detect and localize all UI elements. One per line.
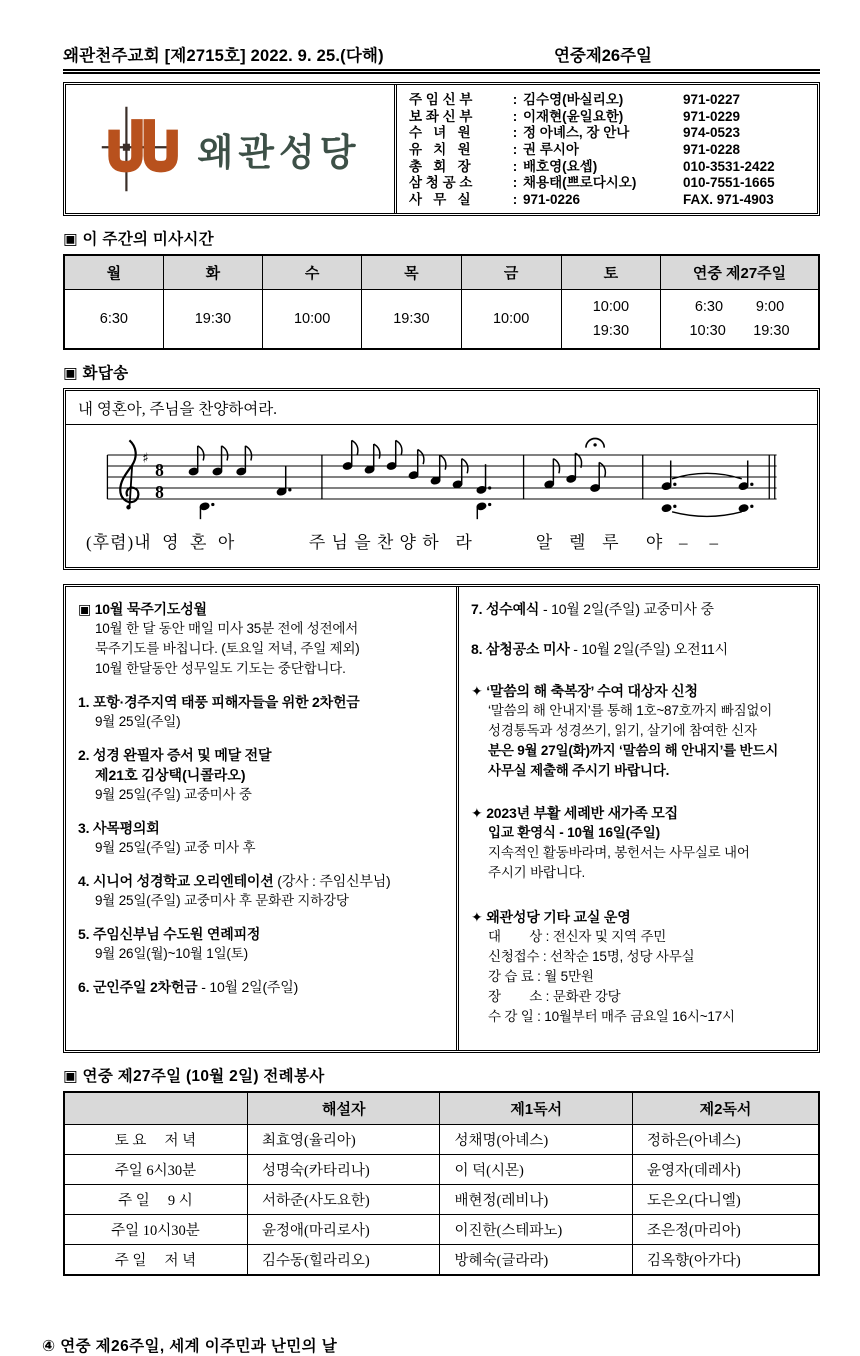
contact-label: 삼 청 공 소: [409, 175, 473, 191]
announcements-left-column: [66, 587, 459, 1050]
announcement-line: 신청접수 : 선착순 15명, 성당 사무실: [488, 949, 695, 964]
contact-colon: :: [512, 175, 518, 191]
announcement-line: 묵주기도를 바칩니다. (토요일 저녁, 주일 제외): [95, 641, 360, 656]
contact-name: 971-0226: [523, 191, 581, 207]
music-notes: [188, 439, 753, 520]
contact-row: [409, 92, 809, 108]
announcement-line: 입교 환영식 - 10월 16일(주일): [488, 825, 660, 840]
fermata-icon: [586, 439, 604, 448]
servers-header-reader1: 제1독서: [440, 1092, 633, 1125]
tie-arc: [672, 473, 742, 479]
contact-name: 채용태(쁘로다시오): [523, 175, 637, 191]
announcement-item: [471, 681, 811, 781]
contact-colon: :: [512, 158, 518, 174]
reader2-name: 김옥향(아가다): [632, 1245, 819, 1276]
contact-row: [409, 192, 809, 208]
servers-row: [64, 1185, 819, 1215]
contact-label: 주 임 신 부: [409, 92, 473, 107]
announcement-item: [78, 599, 450, 679]
announcement-title: ▣ 10월 묵주기도성월: [78, 601, 207, 617]
commentator-name: 윤정애(마리로사): [247, 1215, 440, 1245]
announcement-line: 9월 25일(주일): [95, 714, 181, 729]
announcement-line: 9월 25일(주일) 교중미사 중: [95, 787, 252, 802]
mass-day-header: 금: [461, 255, 561, 290]
servers-table: [63, 1091, 820, 1276]
church-w-cross-logo-icon: [100, 105, 188, 193]
servers-row: [64, 1245, 819, 1276]
contact-phone: 974-0523: [683, 125, 741, 141]
mass-day-header: 월: [64, 255, 163, 290]
key-signature-sharp: ♯: [142, 450, 149, 467]
saturday-time: 10:00: [592, 299, 630, 315]
announcement-item: [78, 871, 450, 911]
bulletin-page: [42, 0, 820, 1356]
announcement-item: [78, 924, 450, 964]
announcement-title: 1. 포항·경주지역 태풍 피해자들을 위한 2차헌금: [78, 694, 360, 710]
mass-slot: 주 일 저 녁: [64, 1245, 247, 1276]
announcement-title: 5. 주임신부님 수도원 연례피정: [78, 926, 261, 942]
reader1-name: 성채명(아녜스): [440, 1125, 633, 1155]
contact-row: [409, 159, 809, 175]
announcement-title: [78, 871, 450, 891]
mass-time-cell: 10:00: [263, 290, 362, 350]
announcements-box: [63, 584, 820, 1053]
time-signature-top: 8: [155, 460, 164, 481]
document-header: [63, 42, 820, 74]
announcement-line: 10월 한달동안 성무일도 기도는 중단합니다.: [95, 661, 346, 676]
contact-list: [397, 85, 817, 213]
contact-label: 총 회 장: [409, 158, 471, 174]
announcement-line: 지속적인 활동바라며, 봉헌서는 사무실로 내어: [488, 845, 750, 860]
announcement-title: ✦ 2023년 부활 세례반 새가족 모집: [471, 805, 678, 821]
reader2-name: 윤영자(데레사): [632, 1155, 819, 1185]
announcement-title: ✦ 왜관성당 기타 교실 운영: [471, 909, 631, 925]
announcement-item: [78, 977, 450, 997]
mass-time-cell: 19:30: [362, 290, 461, 350]
sunday-time: 10:30: [689, 323, 726, 339]
sunday-time: 9:00: [755, 299, 785, 315]
commentator-name: 서하준(사도요한): [247, 1185, 440, 1215]
contact-colon: :: [512, 92, 518, 107]
saturday-time: 19:30: [592, 323, 630, 339]
announcement-line: 강 습 료 : 월 5만원: [488, 969, 594, 984]
contact-label: 유 치 원: [409, 141, 471, 157]
announcement-subtitle: 제21호 김상택(니콜라오): [95, 767, 246, 783]
mass-time-cell-saturday: [561, 290, 660, 350]
announcement-line: 장 소 : 문화관 강당: [488, 989, 621, 1004]
announcement-line: 9월 25일(주일) 교중미사 후 문화관 지하강당: [95, 893, 349, 908]
announcement-title: 3. 사목평의회: [78, 820, 160, 836]
announcement-line: 주시기 바랍니다.: [488, 865, 585, 880]
masthead-box: [63, 82, 820, 216]
contact-name: 권 루시아: [523, 141, 579, 157]
announcement-title: [471, 639, 811, 659]
logo-area: [66, 85, 397, 213]
contact-phone: 971-0227: [683, 92, 741, 107]
reader1-name: 방혜숙(글라라): [440, 1245, 633, 1276]
announcement-title-suffix: (강사 : 주임신부님): [273, 873, 391, 889]
contact-label: 보 좌 신 부: [409, 108, 473, 124]
servers-header-commentator: 해설자: [247, 1092, 440, 1125]
liturgical-week-title: 연중제26주일: [553, 47, 652, 65]
contact-phone: FAX. 971-4903: [683, 191, 774, 207]
reader1-name: 배현정(레비나): [440, 1185, 633, 1215]
psalm-lyrics: (후렴)내 영 혼 아 주 님 을 찬 양 하 라 알 렐 루 야 – –: [86, 533, 719, 552]
announcement-item: [78, 818, 450, 858]
mass-slot: 주일 10시30분: [64, 1215, 247, 1245]
contact-colon: :: [512, 125, 518, 141]
logo-text: 왜관성당: [197, 133, 361, 174]
contact-name: 배호영(요셉): [523, 158, 598, 174]
contact-colon: :: [512, 141, 518, 157]
mass-slot: 주일 6시30분: [64, 1155, 247, 1185]
announcement-item: [78, 745, 450, 805]
music-score: [66, 425, 817, 567]
mass-day-header: 토: [561, 255, 660, 290]
psalm-refrain-text: 내 영혼아, 주님을 찬양하여라.: [66, 391, 817, 425]
announcement-item: [471, 907, 811, 1027]
announcement-title-suffix: - 10월 2일(주일) 오전11시: [569, 641, 728, 657]
announcement-title: 2. 성경 완필자 증서 및 메달 전달: [78, 747, 272, 763]
announcement-title-text: 4. 시니어 성경학교 오리엔테이션: [78, 873, 274, 889]
servers-row: [64, 1125, 819, 1155]
music-staff: [72, 433, 812, 521]
mass-time-cell: 19:30: [163, 290, 262, 350]
mass-slot: 토 요 저 녁: [64, 1125, 247, 1155]
mass-day-header: 수: [263, 255, 362, 290]
contact-name: 이재현(윤일요한): [523, 108, 624, 124]
mass-times-row: [64, 290, 819, 350]
announcement-title: [471, 599, 811, 619]
announcement-line: 10월 한 달 동안 매일 미사 35분 전에 성전에서: [95, 621, 359, 636]
contact-colon: :: [512, 191, 518, 207]
announcement-line: 9월 26일(월)~10월 1일(토): [95, 946, 248, 961]
mass-header-row: [64, 255, 819, 290]
contact-row: [409, 175, 809, 191]
contact-row: [409, 109, 809, 125]
announcement-item: [471, 599, 811, 619]
servers-row: [64, 1155, 819, 1185]
mass-day-header: 화: [163, 255, 262, 290]
announcement-title-text: 8. 삼청공소 미사: [471, 641, 570, 657]
mass-day-header: 목: [362, 255, 461, 290]
tie-arc-low: [672, 512, 742, 517]
contact-phone: 971-0228: [683, 141, 741, 157]
announcement-line: 9월 25일(주일) 교중 미사 후: [95, 840, 256, 855]
announcement-title-suffix: - 10월 2일(주일): [197, 979, 299, 995]
announcement-title-text: 7. 성수예식: [471, 601, 540, 617]
announcement-item: [471, 639, 811, 659]
mass-day-header: 연중 제27주일: [661, 255, 820, 290]
contact-phone: 971-0229: [683, 108, 741, 124]
announcement-title: [78, 977, 450, 997]
contact-row: [409, 142, 809, 158]
servers-row: [64, 1215, 819, 1245]
servers-header-row: [64, 1092, 819, 1125]
mass-time-cell-sunday: [661, 290, 820, 350]
reader2-name: 정하은(아녜스): [632, 1125, 819, 1155]
reader1-name: 이진한(스테파노): [440, 1215, 633, 1245]
announcement-title-text: 6. 군인주일 2차헌금: [78, 979, 198, 995]
announcement-item: [78, 692, 450, 732]
announcement-title-suffix: - 10월 2일(주일) 교중미사 중: [539, 601, 714, 617]
announcement-line: 분은 9월 27일(화)까지 ‘말씀의 해 안내지’를 반드시: [488, 743, 779, 758]
contact-colon: :: [512, 108, 518, 124]
announcement-title: ✦ ‘말씀의 해 축복장’ 수여 대상자 신청: [471, 683, 698, 699]
mass-times-section-title: ▣ 이 주간의 미사시간: [63, 231, 214, 248]
reader1-name: 이 덕(시몬): [440, 1155, 633, 1185]
servers-header-time: [64, 1092, 247, 1125]
announcement-line: 사무실 제출해 주시기 바랍니다.: [488, 763, 670, 778]
announcement-line: 대 상 : 전신자 및 지역 주민: [488, 929, 667, 944]
announcement-item: [471, 803, 811, 883]
psalm-section-title: ▣ 화답송: [63, 365, 129, 382]
treble-clef-icon: [120, 440, 138, 509]
contact-row: [409, 125, 809, 141]
contact-label: 수 녀 원: [409, 125, 471, 141]
servers-section-title: ▣ 연중 제27주일 (10월 2일) 전례봉사: [63, 1068, 325, 1085]
time-signature-bottom: 8: [155, 482, 164, 503]
reader2-name: 도은오(다니엘): [632, 1185, 819, 1215]
mass-slot: 주 일 9 시: [64, 1185, 247, 1215]
contact-phone: 010-3531-2422: [683, 158, 775, 174]
footer-note: ④ 연중 제26주일, 세계 이주민과 난민의 날: [42, 1338, 338, 1355]
announcement-line: 성경통독과 성경쓰기, 읽기, 살기에 참여한 신자: [488, 723, 757, 738]
servers-header-reader2: 제2독서: [632, 1092, 819, 1125]
contact-name: 김수영(바실리오): [523, 92, 624, 107]
announcement-line: 수 강 일 : 10월부터 매주 금요일 16시~17시: [488, 1009, 735, 1024]
reader2-name: 조은정(마리아): [632, 1215, 819, 1245]
announcements-right-column: [459, 587, 817, 1050]
mass-time-cell: 6:30: [64, 290, 163, 350]
announcement-line: ‘말씀의 해 안내지’를 통해 1호~87호까지 빠짐없이: [488, 703, 773, 718]
sunday-time: 6:30: [694, 299, 724, 315]
psalm-box: [63, 388, 820, 570]
mass-time-cell: 10:00: [461, 290, 561, 350]
commentator-name: 김수동(힐라리오): [247, 1245, 440, 1276]
contact-label: 사 무 실: [409, 191, 471, 207]
contact-phone: 010-7551-1665: [683, 175, 775, 191]
commentator-name: 성명숙(카타리나): [247, 1155, 440, 1185]
commentator-name: 최효영(율리아): [247, 1125, 440, 1155]
contact-name: 정 아녜스, 장 안나: [523, 125, 630, 141]
church-issue-title: 왜관천주교회 [제2715호] 2022. 9. 25.(다해): [63, 47, 384, 65]
sunday-time: 19:30: [753, 323, 790, 339]
mass-times-table: [63, 254, 820, 350]
